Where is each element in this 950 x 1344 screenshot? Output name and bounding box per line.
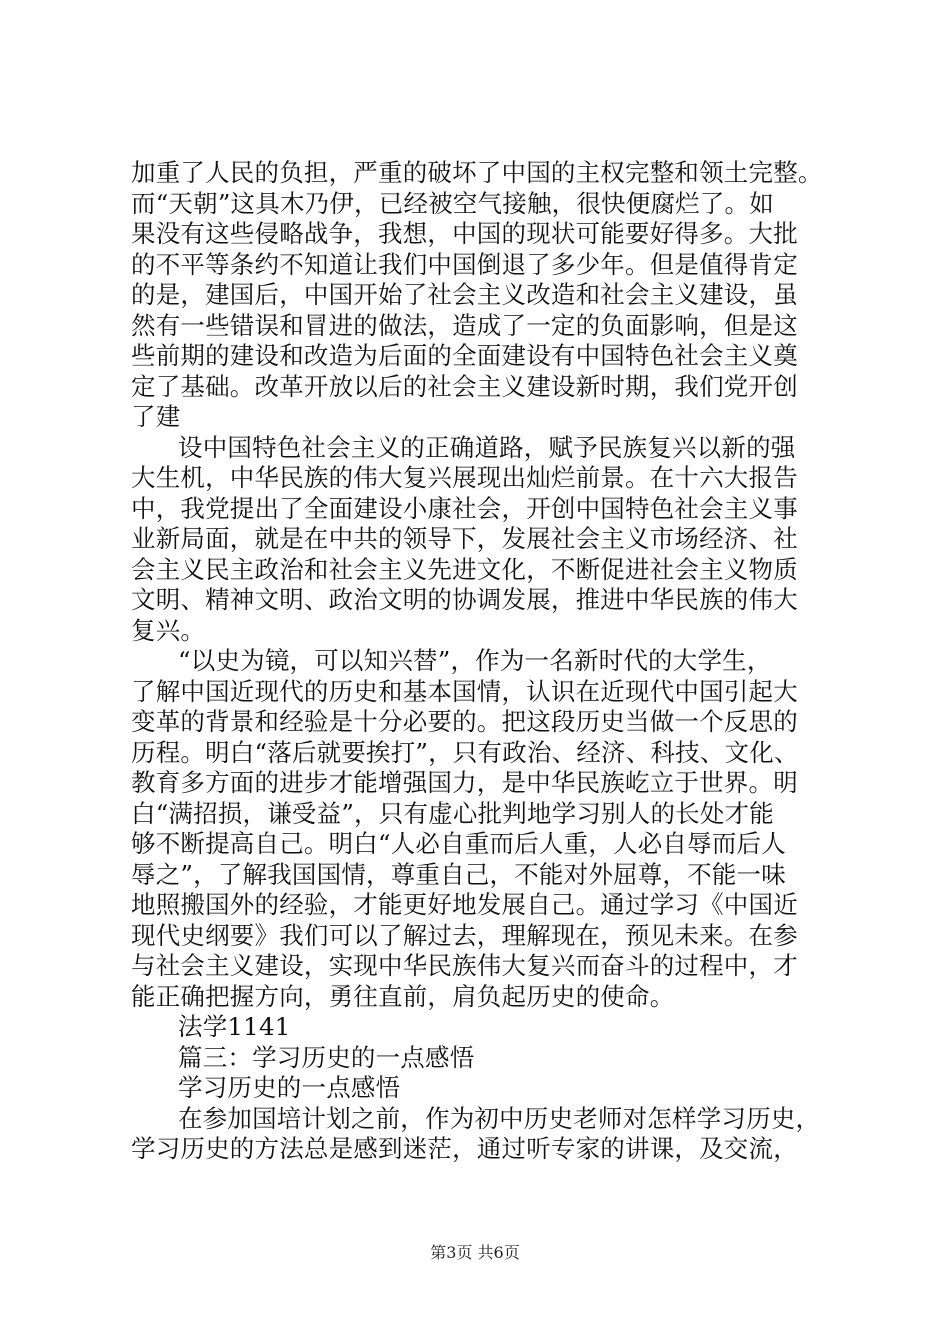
text-line: 业新局面，就是在中共的领导下，发展社会主义市场经济、社: [131, 524, 798, 553]
text-line: 然有一些错误和冒进的做法，造成了一定的负面影响，但是这: [131, 310, 798, 340]
text-line: 复兴。: [131, 615, 206, 645]
text-line: 法学1141: [178, 1012, 291, 1041]
text-line: 辱之”，了解我国国情，尊重自己，不能对外屈尊，不能一味: [131, 859, 786, 889]
text-line: 教育多方面的进步才能增强国力，是中华民族屹立于世界。明: [131, 768, 798, 797]
text-line: 设中国特色社会主义的正确道路，赋予民族复兴以新的强: [178, 432, 796, 462]
text-line: 中，我党提出了全面建设小康社会，开创中国特色社会主义事: [131, 493, 798, 523]
text-line: 与社会主义建设，实现中华民族伟大复兴而奋斗的过程中，才: [131, 951, 798, 980]
text-line: 的不平等条约不知道让我们中国倒退了多少年。但是值得肯定: [131, 249, 798, 279]
text-line: 够不断提高自己。明白“人必自重而后人重，人必自辱而后人: [131, 829, 786, 858]
text-line: 了解中国近现代的历史和基本国情，认识在近现代中国引起大: [131, 676, 798, 706]
text-line: 白“满招损，谦受益”，只有虚心批判地学习别人的长处才能: [131, 798, 774, 828]
text-line: 学习历史的方法总是感到迷茫，通过听专家的讲课，及交流，: [131, 1134, 798, 1163]
text-line: “以史为镜，可以知兴替”，作为一名新时代的大学生，: [178, 646, 772, 675]
text-line: 历程。明白“落后就要挨打”，只有政治、经济、科技、文化、: [131, 737, 799, 767]
text-line: 了建: [131, 402, 181, 431]
text-line: 些前期的建设和改造为后面的全面建设有中国特色社会主义奠: [131, 341, 798, 370]
text-line: 学习历史的一点感悟: [178, 1073, 401, 1102]
text-line: 篇三：学习历史的一点感悟: [178, 1042, 475, 1072]
text-line: 定了基础。改革开放以后的社会主义建设新时期，我们党开创: [131, 371, 798, 401]
text-line: 能正确把握方向，勇往直前，肩负起历史的使命。: [131, 981, 675, 1011]
text-line: 地照搬国外的经验，才能更好地发展自己。通过学习《中国近: [131, 890, 798, 919]
text-line: 变革的背景和经验是十分必要的。把这段历史当做一个反思的: [131, 707, 798, 736]
text-line: 果没有这些侵略战争，我想，中国的现状可能要好得多。大批: [131, 219, 798, 248]
document-body: [131, 158, 831, 1165]
text-line: 大生机，中华民族的伟大复兴展现出灿烂前景。在十六大报告: [131, 463, 798, 492]
text-line: 会主义民主政治和社会主义先进文化，不断促进社会主义物质: [131, 554, 798, 584]
text-line: 加重了人民的负担，严重的破坏了中国的主权完整和领土完整。: [131, 158, 823, 187]
text-line: 现代史纲要》我们可以了解过去，理解现在，预见未来。在参: [131, 920, 798, 950]
text-line: 在参加国培计划之前，作为初中历史老师对怎样学习历史，: [178, 1103, 821, 1133]
text-line: 文明、精神文明、政治文明的协调发展，推进中华民族的伟大: [131, 585, 798, 614]
text-line: 而“天朝”这具木乃伊，已经被空气接触，很快便腐烂了。如: [131, 188, 774, 218]
text-line: 的是，建国后，中国开始了社会主义改造和社会主义建设，虽: [131, 280, 798, 309]
page-footer: 第3页 共6页: [430, 1243, 520, 1262]
